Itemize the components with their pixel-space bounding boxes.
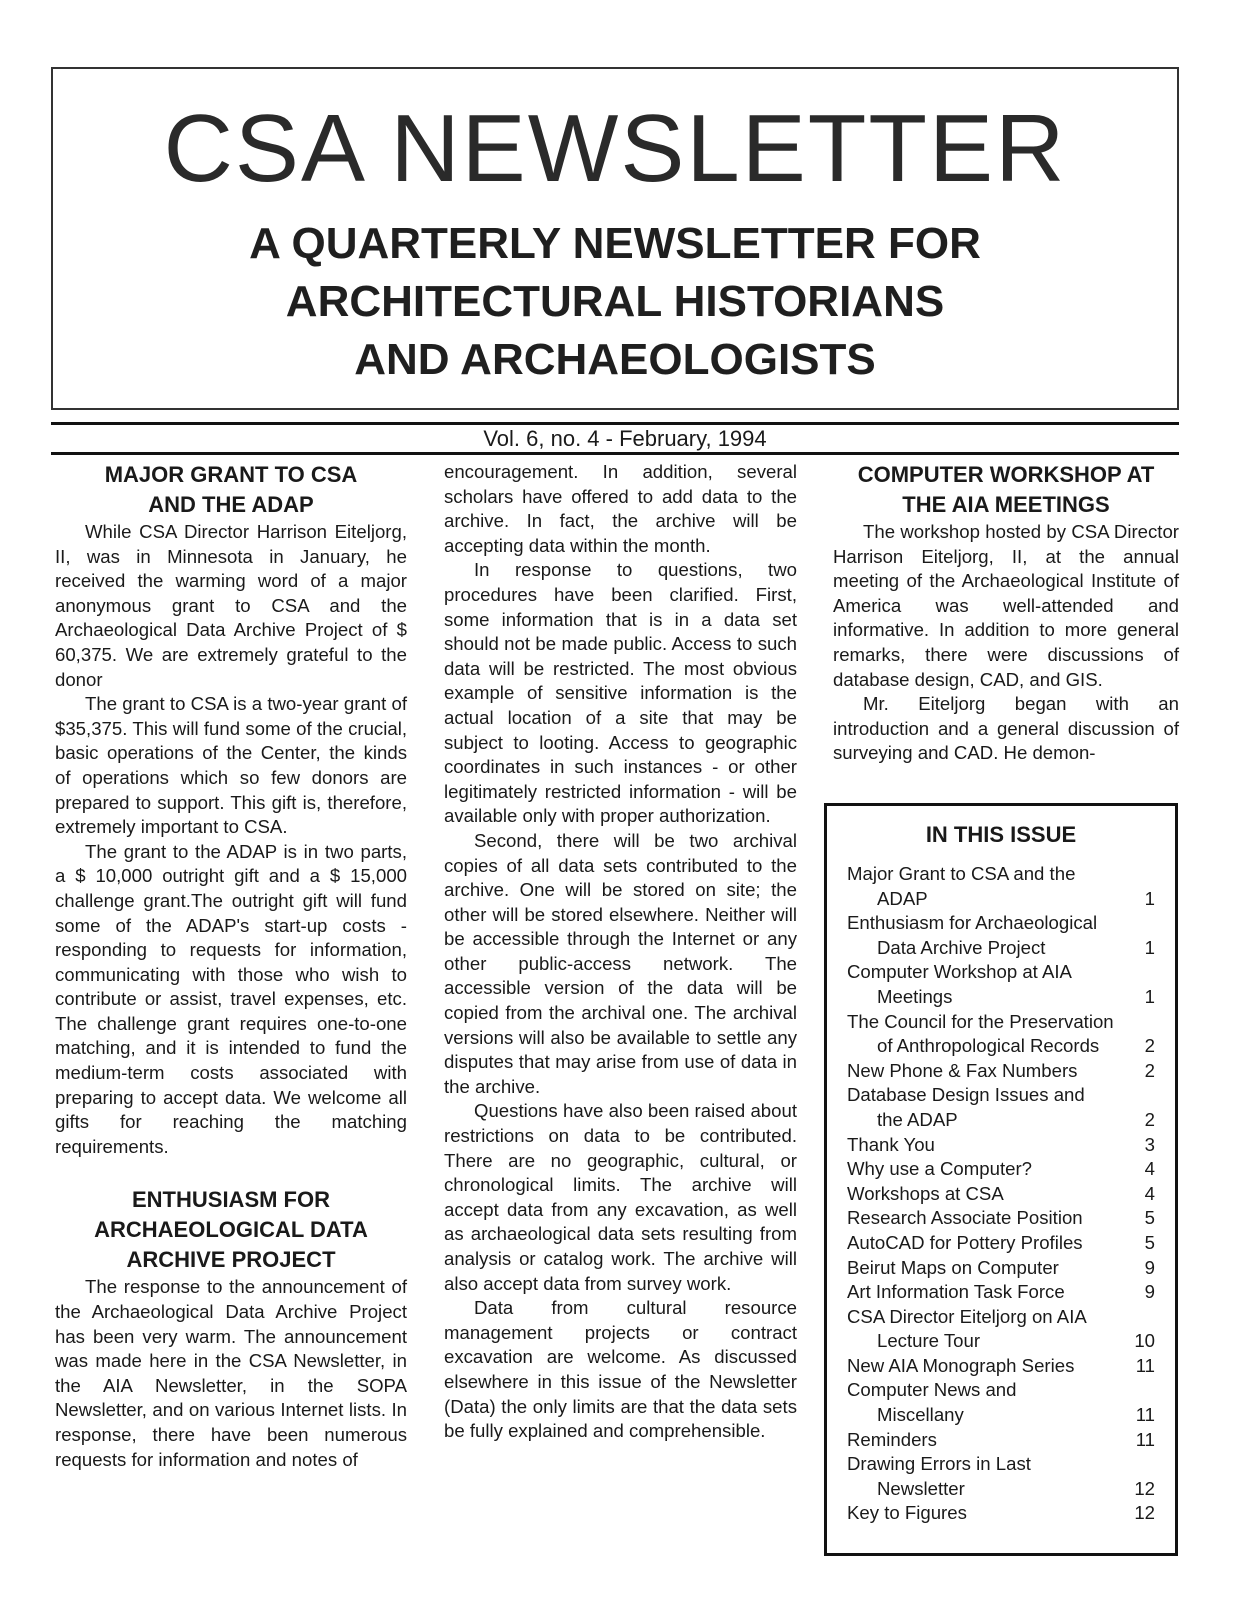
toc-item-line: Enthusiasm for Archaeological: [847, 912, 1098, 934]
article-paragraph: encouragement. In addition, several scholars have offered to add data to the archive. In fact, the archive will be accepting data within the month.: [444, 461, 797, 556]
toc-item-page: 4: [1144, 1158, 1155, 1180]
toc-item-page: 11: [1135, 1354, 1155, 1376]
heading-line: ENTHUSIASM FOR: [132, 1187, 330, 1213]
toc-item-page: 4: [1144, 1182, 1155, 1204]
toc-item-title: [847, 1010, 1125, 1059]
toc-item-line: Workshops at CSA: [847, 1182, 1004, 1204]
toc-item-line: Data Archive Project: [877, 936, 1046, 958]
heading-line: MAJOR GRANT TO CSA: [104, 462, 358, 487]
toc-item-title: [847, 1157, 1125, 1182]
toc-item-title: [847, 960, 1125, 1009]
toc-item: [847, 1305, 1155, 1354]
toc-item: [847, 1231, 1155, 1256]
heading-line: THE AIA MEETINGS: [902, 492, 1110, 517]
toc-item-page: 9: [1144, 1281, 1155, 1303]
toc-item-title: [847, 1083, 1125, 1132]
toc-item-page: 5: [1144, 1231, 1155, 1253]
toc-item-line: New AIA Monograph Series: [847, 1354, 1075, 1376]
toc-item-title: [847, 1182, 1125, 1207]
toc-item-title: [847, 862, 1125, 911]
toc-item-title: [847, 1231, 1125, 1256]
toc-item-line: AutoCAD for Pottery Profiles: [847, 1231, 1083, 1253]
toc-item-line: Beirut Maps on Computer: [847, 1256, 1059, 1278]
toc-item-line: New Phone & Fax Numbers: [847, 1059, 1078, 1081]
article-paragraph: Mr. Eiteljorg began with an introduction and a general discussion of surveying and CAD. He demon-: [833, 693, 1179, 764]
in-this-issue-title: IN THIS ISSUE: [925, 822, 1077, 847]
heading-line: ARCHAEOLOGICAL DATA: [94, 1217, 368, 1243]
toc-item-title: [847, 1428, 1125, 1453]
volume-line: Vol. 6, no. 4 - February, 1994: [483, 426, 767, 451]
toc-item-page: 11: [1135, 1404, 1155, 1426]
toc-item-page: 1: [1144, 985, 1155, 1007]
toc-item-page: 3: [1144, 1133, 1155, 1155]
toc-item-title: [847, 1206, 1125, 1231]
column-2: [444, 460, 797, 1444]
subtitle-line: AND ARCHAEOLOGISTS: [354, 335, 876, 384]
toc-item-title: [847, 1354, 1125, 1379]
toc-item-line: The Council for the Preservation: [847, 1010, 1114, 1032]
toc-item-line: Why use a Computer?: [847, 1158, 1032, 1180]
masthead: [51, 67, 1179, 410]
toc-item-title: [847, 1305, 1125, 1354]
toc-item-line: Meetings: [877, 985, 953, 1007]
article-paragraph: The response to the announcement of the Archaeological Data Archive Project has been very warm. The announcement was made here in the CSA Newsletter, in the AIA Newsletter, in the SOPA Newsletter, and on various Internet lists. In response, there have been numerous requests for information and notes of: [55, 1276, 407, 1470]
subtitle-line: ARCHITECTURAL HISTORIANS: [285, 277, 945, 326]
toc-item-page: 9: [1144, 1256, 1155, 1278]
toc-item: [847, 1083, 1155, 1132]
subtitle-line: A QUARTERLY NEWSLETTER FOR: [249, 219, 981, 268]
newsletter-subtitle: [53, 215, 1177, 389]
article-heading-major-grant: [55, 460, 407, 520]
toc-item: [847, 1378, 1155, 1427]
toc-item: [847, 1428, 1155, 1453]
toc-item-line: Computer Workshop at AIA: [847, 961, 1072, 983]
toc-item: [847, 1157, 1155, 1182]
column-1: [55, 460, 407, 1472]
toc-item-line: Key to Figures: [847, 1502, 967, 1524]
toc-item-page: 12: [1134, 1477, 1155, 1499]
toc-item: [847, 1059, 1155, 1084]
toc-item-line: Major Grant to CSA and the: [847, 863, 1076, 884]
article-paragraph: While CSA Director Harrison Eiteljorg, II, was in Minnesota in January, he received the warming word of a major anonymous grant to CSA and the Archaeological Data Archive Project of $ 60,375. We are extremely grateful to the donor: [55, 521, 407, 690]
toc-item: [847, 1501, 1155, 1526]
toc-item: [847, 1010, 1155, 1059]
toc-item: [847, 1256, 1155, 1281]
toc-item-line: Reminders: [847, 1428, 937, 1450]
article-paragraph: In response to questions, two procedures have been clarified. First, some information that is in a data set should not be made public. Access to such data will be restricted. The most obvious example of sensitive information is the actual location of a site that may be subject to looting. Access to geographic coordinates in such instances - or other legitimately restricted information - will be available only with proper authorization.: [444, 559, 797, 827]
toc-item-line: the ADAP: [877, 1108, 958, 1130]
article-paragraph: Questions have also been raised about restrictions on data to be contributed. There are no geographic, cultural, or chronological limits. The archive will accept data from any excavation, as well as archaeological data sets resulting from analysis or catalog work. The archive will also accept data from survey work.: [444, 1100, 797, 1294]
article-paragraph: The grant to the ADAP is in two parts, a $ 10,000 outright gift and a $ 15,000 challenge grant.The outright gift will fund some of the ADAP's start-up costs - responding to requests for information, communicating with those who wish to contribute or assist, travel expenses, etc. The challenge grant requires one-to-one matching, and it is intended to fund the medium-term costs associated with preparing to accept data. We welcome all gifts for reaching the matching requirements.: [55, 840, 407, 1157]
toc-item-page: 10: [1134, 1330, 1155, 1352]
toc-item-line: Lecture Tour: [877, 1330, 981, 1352]
toc-item: [847, 862, 1155, 911]
toc-item-line: Computer News and: [847, 1379, 1017, 1401]
heading-line: ARCHIVE PROJECT: [126, 1247, 336, 1273]
toc-item-line: Database Design Issues and: [847, 1084, 1085, 1106]
toc-item-page: 11: [1135, 1428, 1155, 1450]
toc-item-line: Drawing Errors in Last: [847, 1453, 1031, 1475]
toc-item-line: CSA Director Eiteljorg on AIA: [847, 1305, 1087, 1327]
toc-item: [847, 1133, 1155, 1158]
table-of-contents: [847, 862, 1155, 1526]
toc-item-title: [847, 911, 1125, 960]
toc-item-page: 2: [1144, 1035, 1155, 1057]
toc-item-title: [847, 1059, 1125, 1084]
toc-item-line: Newsletter: [877, 1477, 965, 1499]
toc-item: [847, 1280, 1155, 1305]
toc-item-title: [847, 1133, 1125, 1158]
toc-item-title: [847, 1452, 1125, 1501]
toc-item-title: [847, 1378, 1125, 1427]
toc-item-line: Miscellany: [877, 1404, 964, 1426]
article-heading-computer-workshop: [833, 460, 1179, 520]
article-paragraph: Second, there will be two archival copies of all data sets contributed to the archive. One will be stored on site; the other will be stored elsewhere. Neither will be accessible through the Internet or any other public-access network. The accessible version of the data will be copied from the archival one. The archival versions will also be available to settle any disputes that may arise from use of data in the archive.: [444, 829, 797, 1097]
toc-item-line: of Anthropological Records: [877, 1035, 1100, 1057]
article-paragraph: The workshop hosted by CSA Director Harrison Eiteljorg, II, at the annual meeting of the Archaeological Institute of America was well-attended and informative. In addition to more general remarks, there were discussions of database design, CAD, and GIS.: [833, 521, 1179, 690]
toc-item-page: 1: [1144, 936, 1155, 958]
heading-line: COMPUTER WORKSHOP AT: [857, 462, 1155, 487]
toc-item-page: 12: [1134, 1502, 1155, 1524]
bottom-rule: [51, 452, 1179, 455]
in-this-issue-box: [824, 803, 1178, 1556]
toc-item: [847, 1452, 1155, 1501]
toc-item-page: 2: [1144, 1108, 1155, 1130]
toc-item-page: 5: [1144, 1207, 1155, 1229]
toc-item: [847, 960, 1155, 1009]
toc-item-page: 1: [1144, 887, 1155, 909]
column-3: [833, 460, 1179, 766]
toc-item-line: ADAP: [877, 887, 928, 909]
article-paragraph: The grant to CSA is a two-year grant of $35,375. This will fund some of the crucial, basic operations of the Center, the kinds of operations which so few donors are prepared to support. This gift is, therefore, extremely important to CSA.: [55, 693, 407, 838]
article-paragraph: Data from cultural resource management projects or contract excavation are welcome. As discussed elsewhere in this issue of the Newsletter (Data) the only limits are that the data sets be fully explained and comprehensible.: [444, 1297, 797, 1442]
heading-line: AND THE ADAP: [148, 492, 314, 517]
toc-item-line: Art Information Task Force: [847, 1281, 1065, 1303]
toc-item-title: [847, 1501, 1125, 1526]
toc-item-page: 2: [1144, 1059, 1155, 1081]
toc-item: [847, 1354, 1155, 1379]
toc-item-line: Research Associate Position: [847, 1207, 1083, 1229]
toc-item-title: [847, 1256, 1125, 1281]
toc-item: [847, 1206, 1155, 1231]
toc-item: [847, 911, 1155, 960]
article-heading-enthusiasm: [55, 1185, 407, 1275]
newsletter-title: CSA NEWSLETTER: [163, 95, 1067, 202]
toc-item-line: Thank You: [847, 1133, 935, 1155]
toc-item-title: [847, 1280, 1125, 1305]
toc-item: [847, 1182, 1155, 1207]
